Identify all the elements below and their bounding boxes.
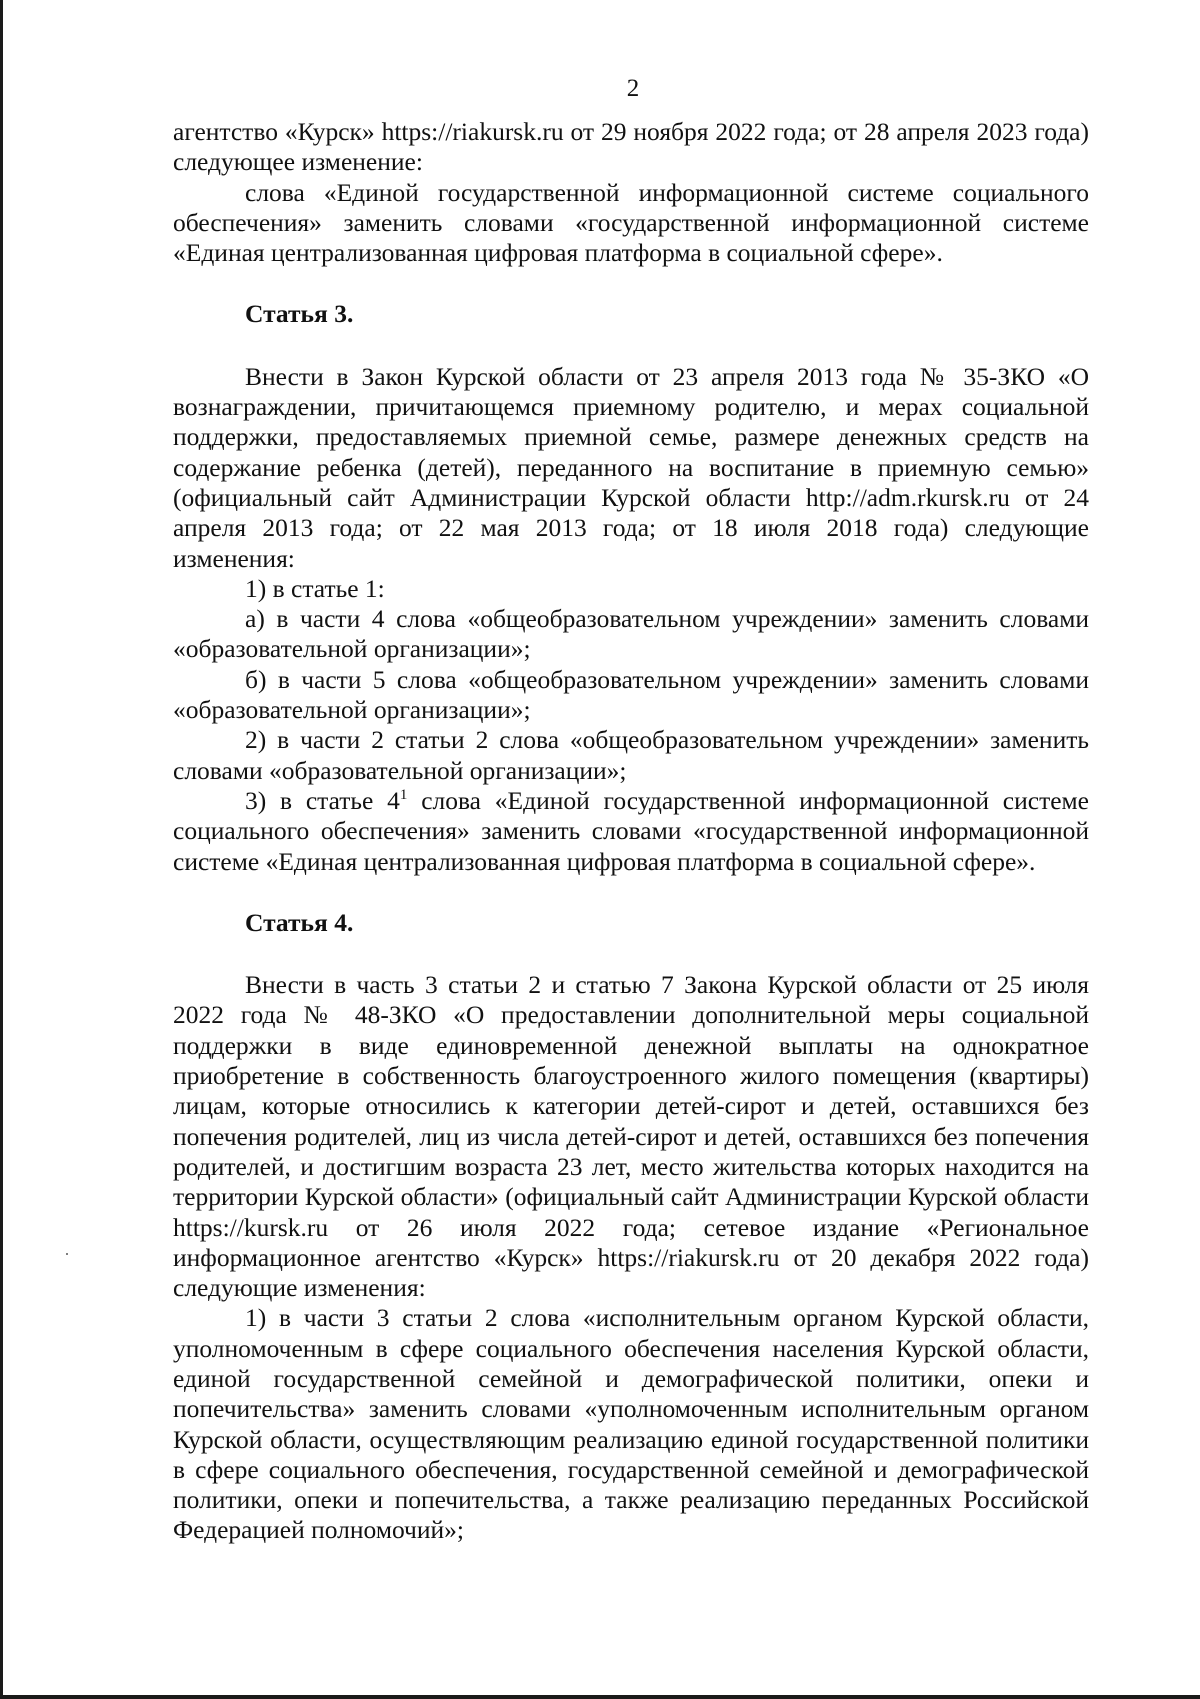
intro-continuation: агентство «Курск» https://riakursk.ru от 29 ноября 2022 года; от 28 апреля 2023 года) следующее изменение: xyxy=(173,117,1089,177)
article-3-item-3-start: 3) в статье 4 xyxy=(245,785,400,815)
intro-amendment: слова «Единой государственной информационной системе социального обеспечения» заменить словами «государственной информационной системе «Единая централизованная цифровая платформа в социальной сфере». xyxy=(173,177,1089,268)
article-3-item-1b: б) в части 5 слова «общеобразовательном учреждении» заменить словами «образовательной организации»; xyxy=(173,664,1089,725)
article-4-heading: Статья 4. xyxy=(245,907,354,937)
article-3-item-3-rest: слова «Единой государственной информационной системе социального обеспечения» заменить словами «государственной информационной системе «Единая централизованная цифровая платформа в социальной сфере». xyxy=(173,785,1089,876)
article-3-item-1: 1) в статье 1: xyxy=(245,573,385,603)
article-3-item-1a: а) в части 4 слова «общеобразовательном учреждении» заменить словами «образовательной организации»; xyxy=(173,604,1089,664)
article-3-item-3-superscript: 1 xyxy=(399,786,408,803)
article-3-item-3 xyxy=(173,786,1089,877)
article-4-preamble: Внести в часть 3 статьи 2 и статью 7 Закона Курской области от 25 июля 2022 года № 48-ЗКО «О предоставлении дополнительной меры социальной поддержки в виде единовременной денежной выплаты на однократное приобретение в собственность благоустроенного жилого помещения (квартиры) лицам, которые относились к категории детей-сирот и детей, оставшихся без попечения родителей, лиц из числа детей-сирот и детей, оставшихся без попечения родителей, и достигшим возраста 23 лет, место жительства которых находится на территории Курской области» (официальный сайт Администрации Курской области https://kursk.ru от 26 июля 2022 года; сетевое издание «Региональное информационное агентство «Курск» https://riakursk.ru от 20 декабря 2022 года) следующие изменения: xyxy=(173,970,1089,1303)
article-4-item-1: 1) в части 3 статьи 2 слова «исполнительным органом Курской области, уполномоченным в сфере социального обеспечения населения Курской области, единой государственной семейной и демографической политики, опеки и попечительства» заменить словами «уполномоченным исполнительным органом Курской области, осуществляющим реализацию единой государственной политики в сфере социального обеспечения, государственной семейной и демографической политики, опеки и попечительства, а также реализацию переданных Российской Федерацией полномочий»; xyxy=(173,1303,1089,1545)
page-number: 2 xyxy=(626,75,640,102)
article-3-preamble: Внести в Закон Курской области от 23 апреля 2013 года № 35-ЗКО «О вознаграждении, причитающемся приемному родителю, и мерах социальной поддержки, предоставляемых приемной семье, размере денежных средств на содержание ребенка (детей), переданного на воспитание в приемную семью» (официальный сайт Администрации Курской области http://adm.rkursk.ru от 24 апреля 2013 года; от 22 мая 2013 года; от 18 июля 2018 года) следующие изменения: xyxy=(173,361,1089,573)
document-body xyxy=(173,117,1089,1546)
scan-speck xyxy=(66,1253,68,1255)
article-3-heading: Статья 3. xyxy=(245,299,354,329)
article-3-item-2: 2) в части 2 статьи 2 слова «общеобразовательном учреждении» заменить словами «образовательной организации»; xyxy=(173,725,1089,785)
